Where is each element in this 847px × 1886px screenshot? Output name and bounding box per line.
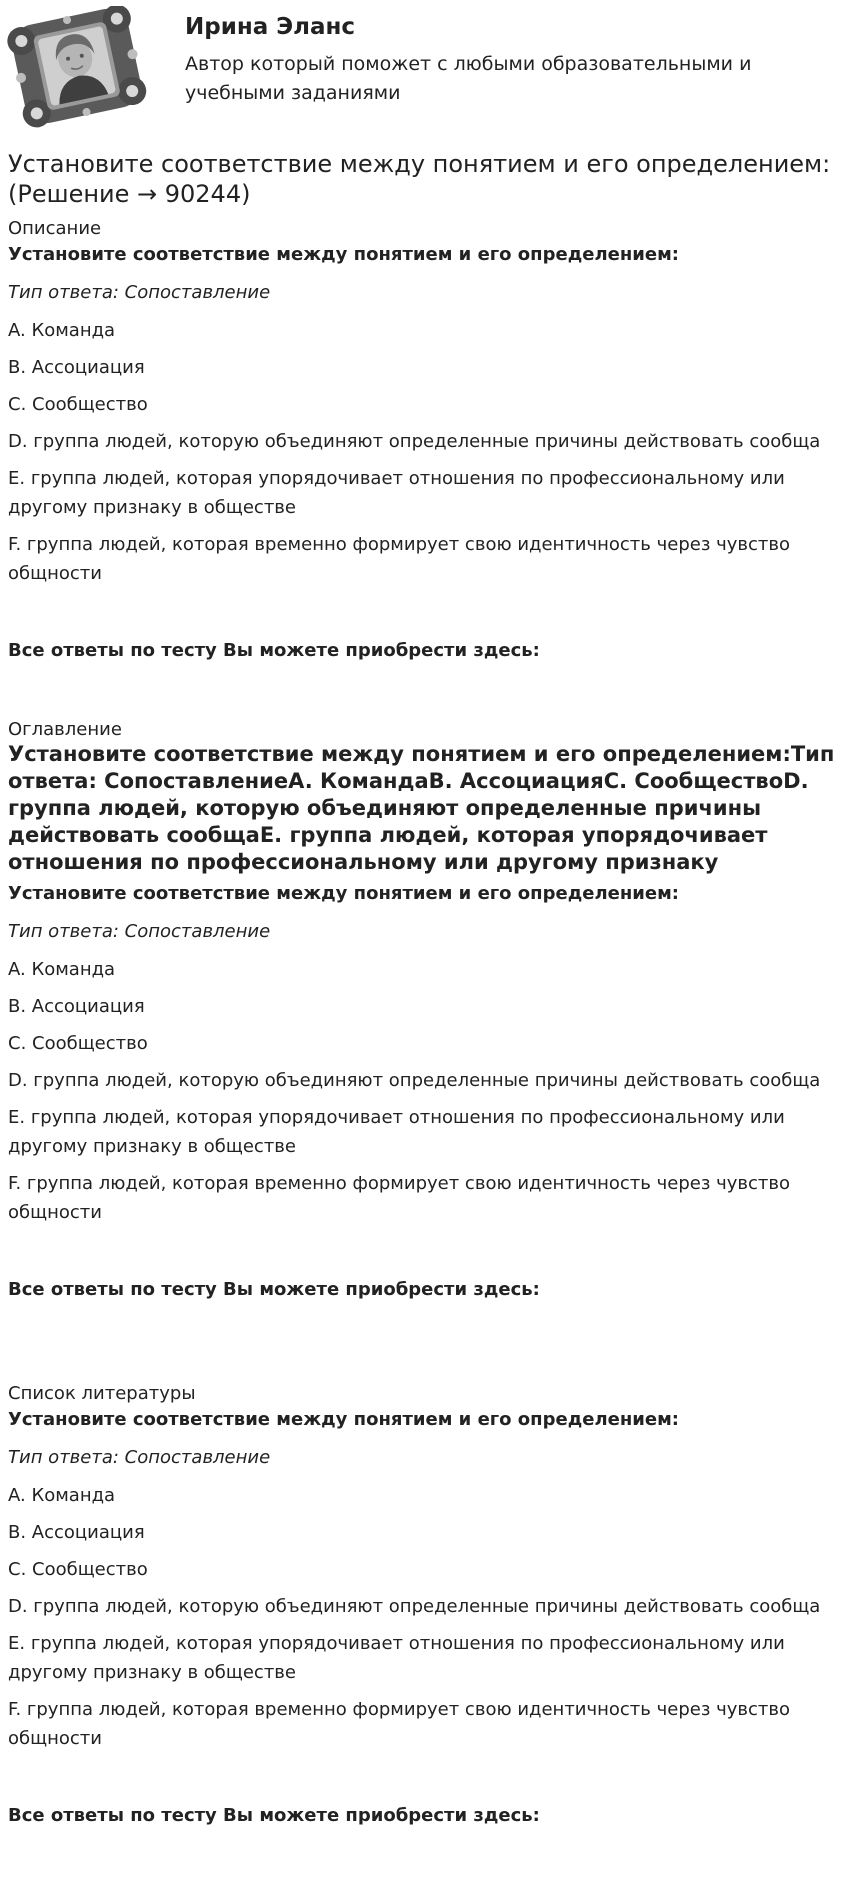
option-f: F. группа людей, которая временно формирует свою идентичность через чувство общности [8, 534, 791, 584]
options-list [8, 955, 838, 1227]
option-c: C. Сообщество [8, 1559, 148, 1580]
option-c: C. Сообщество [8, 394, 148, 415]
description-section [8, 218, 838, 666]
question-title: Установите соответствие между понятием и его определением: [8, 244, 680, 265]
options-list [8, 316, 838, 588]
option-a: A. Команда [8, 959, 116, 980]
literature-section [8, 1383, 838, 1831]
answer-type: Тип ответа: Сопоставление [8, 921, 271, 942]
purchase-cta: Все ответы по тесту Вы можете приобрести здесь: [8, 640, 540, 661]
option-d: D. группа людей, которую объединяют определенные причины действовать сообща [8, 1070, 821, 1091]
author-avatar [6, 6, 148, 128]
answer-type: Тип ответа: Сопоставление [8, 282, 271, 303]
description-label: Описание [8, 218, 102, 239]
author-name: Ирина Эланс [185, 14, 356, 40]
question-title: Установите соответствие между понятием и его определением: [8, 1409, 680, 1430]
option-d: D. группа людей, которую объединяют определенные причины действовать сообща [8, 431, 821, 452]
option-e: E. группа людей, которая упорядочивает отношения по профессиональному или другому признаку в обществе [8, 468, 785, 518]
option-b: B. Ассоциация [8, 996, 145, 1017]
toc-heading: Установите соответствие между понятием и его определением:Тип ответа: СопоставлениеA. КомандаB. АссоциацияC. СообществоD. группа людей, которую объединяют определенные причины действовать сообщаE. группа людей, которая упорядочивает отношения по профессиональному или другому признаку [8, 742, 835, 874]
option-c: C. Сообщество [8, 1033, 148, 1054]
option-f: F. группа людей, которая временно формирует свою идентичность через чувство общности [8, 1699, 791, 1749]
option-b: B. Ассоциация [8, 357, 145, 378]
purchase-cta: Все ответы по тесту Вы можете приобрести здесь: [8, 1805, 540, 1826]
page-title: Установите соответствие между понятием и его определением: (Решение → 90244) [8, 150, 831, 208]
option-d: D. группа людей, которую объединяют определенные причины действовать сообща [8, 1596, 821, 1617]
options-list [8, 1481, 838, 1753]
option-b: B. Ассоциация [8, 1522, 145, 1543]
option-a: A. Команда [8, 1485, 116, 1506]
option-a: A. Команда [8, 320, 116, 341]
toc-label: Оглавление [8, 719, 122, 740]
question-title: Установите соответствие между понятием и его определением: [8, 883, 680, 904]
answer-type: Тип ответа: Сопоставление [8, 1447, 271, 1468]
option-f: F. группа людей, которая временно формирует свою идентичность через чувство общности [8, 1173, 791, 1223]
literature-label: Список литературы [8, 1383, 196, 1404]
purchase-cta: Все ответы по тесту Вы можете приобрести здесь: [8, 1279, 540, 1300]
toc-section [8, 719, 838, 1305]
option-e: E. группа людей, которая упорядочивает отношения по профессиональному или другому признаку в обществе [8, 1107, 785, 1157]
option-e: E. группа людей, которая упорядочивает отношения по профессиональному или другому признаку в обществе [8, 1633, 785, 1683]
author-header [0, 0, 847, 135]
author-bio: Автор который поможет с любыми образовательными и учебными заданиями [185, 53, 752, 104]
